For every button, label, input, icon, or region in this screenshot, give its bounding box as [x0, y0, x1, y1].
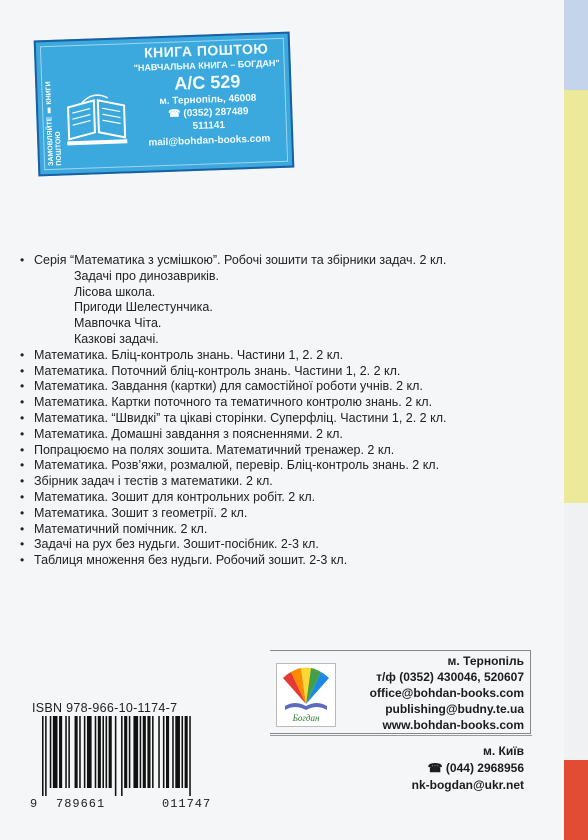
- stamp-phone: ☎ (0352) 287489: [168, 106, 249, 120]
- series-subtitle-item: Мавпочка Чіта.: [74, 316, 162, 331]
- kyiv-email: nk-bogdan@ukr.net: [411, 778, 524, 792]
- publisher-logo: [276, 663, 336, 727]
- book-list-item: • Математика. “Швидкі” та цікаві сторінки. Суперфліц. Частини 1, 2. 2 кл.: [18, 411, 558, 427]
- mail-order-stamp: [34, 32, 295, 177]
- stamp-side-text: ЗАМОВЛЯЙТЕ ▮ КНИГИ ПОШТОЮ: [45, 81, 64, 167]
- ternopil-email-office: office@bohdan-books.com: [369, 686, 524, 700]
- ternopil-website: www.bohdan-books.com: [382, 718, 524, 732]
- book-list-item: • Математичний помічник. 2 кл.: [18, 522, 558, 538]
- book-list-item: • Математика. Домашні завдання з поясненнями. 2 кл.: [18, 427, 558, 443]
- book-list: [18, 253, 558, 569]
- ternopil-phone: т/ф (0352) 430046, 520607: [376, 670, 524, 684]
- kyiv-phone: ☎ (044) 2968956: [427, 761, 524, 775]
- color-stripe-yellow: [564, 90, 588, 503]
- book-list-item: • Математика. Поточний бліц-контроль знань. Частини 1, 2. 2 кл.: [18, 364, 558, 380]
- book-list-item: • Математика. Розв’яжи, розмалюй, перевір. Бліц-контроль знань. 2 кл.: [18, 458, 558, 474]
- stamp-title: КНИГА ПОШТОЮ: [143, 40, 269, 61]
- series-subtitle-item: Лісова школа.: [74, 284, 156, 299]
- book-list-item: • Таблиця множення без нудьги. Робочий зошит. 2-3 кл.: [18, 553, 558, 569]
- book-list-item: • Математика. Зошит з геометрії. 2 кл.: [18, 506, 558, 522]
- series-subtitle-item: Пригоди Шелестунчика.: [74, 300, 213, 315]
- book-fan-logo-icon: [277, 664, 335, 726]
- stamp-subtitle: "НАВЧАЛЬНА КНИГА – БОГДАН": [133, 57, 280, 74]
- color-stripe-white: [564, 503, 588, 760]
- book-list-item: • Математика. Бліц-контроль знань. Частини 1, 2. 2 кл.: [18, 348, 558, 364]
- book-list-item: • Математика. Зошит для контрольних робіт. 2 кл.: [18, 490, 558, 506]
- book-list-item: • Задачі на рух без нудьги. Зошит-посібник. 2-3 кл.: [18, 537, 558, 553]
- series-subtitle-item: Казкові задачі.: [74, 331, 159, 346]
- contacts-divider: [270, 735, 532, 736]
- book-list-item: • Математика. Картки поточного та тематичного контролю знань. 2 кл.: [18, 395, 558, 411]
- barcode-left-digits: 789661: [56, 797, 106, 811]
- stamp-po-box: А/С 529: [173, 71, 241, 94]
- color-stripe-red: [564, 760, 588, 840]
- stamp-city: м. Тернопіль, 46008: [159, 92, 257, 108]
- barcode-right-digits: 011747: [162, 797, 212, 811]
- ternopil-city: м. Тернопіль: [447, 654, 524, 668]
- stamp-email: mail@bohdan-books.com: [148, 133, 271, 149]
- kyiv-city: м. Київ: [483, 744, 524, 758]
- series-subtitle-item: Задачі про динозавриків.: [74, 268, 219, 283]
- book-list-item: • Збірник задач і тестів з математики. 2 кл.: [18, 474, 558, 490]
- book-list-item: • Серія “Математика з усмішкою”. Робочі зошити та збірники задач. 2 кл.: [18, 253, 558, 269]
- color-stripe-blue: [564, 0, 588, 90]
- book-list-item: • Математика. Завдання (картки) для самостійної роботи учнів. 2 кл.: [18, 379, 558, 395]
- book-list-item: • Попрацюємо на полях зошита. Математичний тренажер. 2 кл.: [18, 443, 558, 459]
- stamp-phone-2: 511141: [192, 119, 226, 133]
- ternopil-email-publishing: publishing@budny.te.ua: [385, 702, 524, 716]
- logo-wordmark: Богдан: [292, 713, 320, 723]
- open-book-icon: [64, 91, 130, 149]
- isbn-number: ISBN 978-966-10-1174-7: [32, 701, 178, 715]
- barcode-icon: [40, 716, 258, 796]
- barcode-first-digit: 9: [30, 797, 39, 811]
